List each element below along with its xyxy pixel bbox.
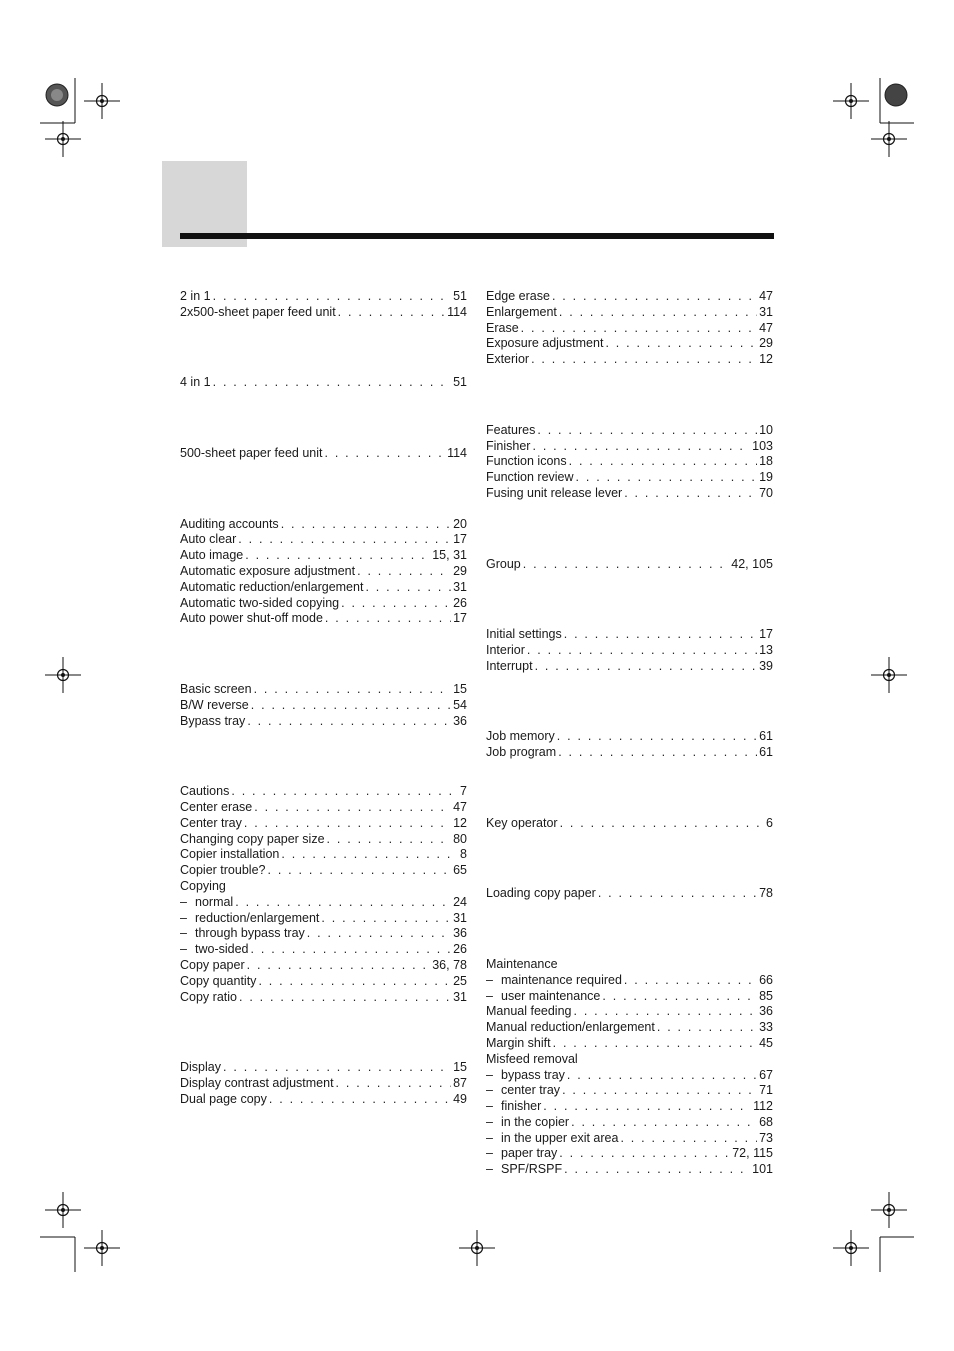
index-entry bbox=[486, 423, 773, 439]
index-entry bbox=[180, 863, 467, 879]
entry-page: 13 bbox=[759, 642, 773, 657]
entry-page: 80 bbox=[453, 831, 467, 846]
entry-term: Auditing accounts bbox=[180, 516, 279, 531]
index-entry bbox=[486, 627, 773, 643]
index-group bbox=[180, 682, 467, 729]
dot-leader bbox=[327, 832, 452, 848]
dot-leader bbox=[247, 958, 431, 974]
entry-term: Function review bbox=[486, 470, 574, 485]
entry-page: 18 bbox=[759, 454, 773, 469]
entry-term: reduction/enlargement bbox=[195, 910, 320, 925]
group-spacer bbox=[486, 572, 773, 627]
dot-leader bbox=[535, 659, 758, 675]
entry-page: 71 bbox=[759, 1083, 773, 1098]
entry-page: 15 bbox=[453, 1060, 467, 1075]
entry-term: Key operator bbox=[486, 815, 558, 830]
crop-mark-bottom-right bbox=[833, 1192, 914, 1272]
dot-leader bbox=[213, 375, 452, 391]
dot-leader bbox=[213, 289, 452, 305]
index-group bbox=[486, 289, 773, 368]
entry-term: 500-sheet paper feed unit bbox=[180, 445, 323, 460]
index-group bbox=[180, 517, 467, 628]
index-entry bbox=[180, 847, 467, 863]
index-entry bbox=[486, 352, 773, 368]
index-group bbox=[180, 289, 467, 321]
group-spacer bbox=[486, 368, 773, 423]
entry-page: 39 bbox=[759, 658, 773, 673]
entry-page: 12 bbox=[759, 352, 773, 367]
group-spacer bbox=[180, 462, 467, 517]
entry-term: Copy quantity bbox=[180, 973, 257, 988]
dot-leader bbox=[281, 847, 458, 863]
subentry-dash: – bbox=[180, 910, 187, 925]
index-subentry bbox=[180, 895, 467, 911]
index-entry bbox=[180, 564, 467, 580]
entry-term: Auto power shut-off mode bbox=[180, 611, 323, 626]
entry-term: Exposure adjustment bbox=[486, 336, 604, 351]
index-entry bbox=[180, 611, 467, 627]
index-entry bbox=[180, 532, 467, 548]
entry-page: 47 bbox=[453, 799, 467, 814]
entry-term: Initial settings bbox=[486, 627, 562, 642]
dot-leader bbox=[576, 470, 758, 486]
dot-leader bbox=[567, 1068, 757, 1084]
dot-leader bbox=[251, 698, 451, 714]
dot-leader bbox=[569, 454, 757, 470]
entry-term: bypass tray bbox=[501, 1067, 565, 1082]
group-spacer bbox=[486, 502, 773, 557]
dot-leader bbox=[267, 863, 451, 879]
entry-term: in the copier bbox=[501, 1114, 570, 1129]
entry-page: 36 bbox=[453, 713, 467, 728]
subentry-dash: – bbox=[486, 972, 493, 987]
dot-leader bbox=[624, 486, 757, 502]
group-spacer bbox=[180, 1005, 467, 1060]
subentry-dash: – bbox=[486, 1162, 493, 1177]
index-entry bbox=[180, 682, 467, 698]
index-group bbox=[486, 886, 773, 902]
entry-term: B/W reverse bbox=[180, 697, 249, 712]
entry-page: 51 bbox=[453, 375, 467, 390]
index-entry bbox=[180, 548, 467, 564]
index-entry bbox=[180, 289, 467, 305]
group-spacer bbox=[486, 675, 773, 730]
entry-term: Features bbox=[486, 422, 536, 437]
index-entry bbox=[180, 714, 467, 730]
entry-term: Job memory bbox=[486, 729, 555, 744]
index-entry bbox=[180, 446, 467, 462]
dot-leader bbox=[321, 911, 451, 927]
entry-page: 61 bbox=[759, 729, 773, 744]
index-subentry bbox=[486, 1083, 773, 1099]
entry-page: 15 bbox=[453, 681, 467, 696]
group-spacer bbox=[180, 627, 467, 682]
entry-term: Interior bbox=[486, 642, 525, 657]
index-subentry bbox=[486, 989, 773, 1005]
entry-page: 54 bbox=[453, 697, 467, 712]
subentry-dash: – bbox=[180, 942, 187, 957]
crop-mark-top-left bbox=[40, 78, 120, 157]
dot-leader bbox=[523, 557, 730, 573]
subentry-dash: – bbox=[486, 988, 493, 1003]
entry-page: 8 bbox=[460, 847, 467, 862]
entry-page: 24 bbox=[453, 894, 467, 909]
dot-leader bbox=[620, 1131, 757, 1147]
registration-mark-right bbox=[871, 657, 907, 693]
subentry-dash: – bbox=[486, 1114, 493, 1129]
index-entry bbox=[486, 1020, 773, 1036]
index-entry bbox=[180, 698, 467, 714]
index-group bbox=[486, 627, 773, 674]
entry-term: Job program bbox=[486, 745, 557, 760]
entry-page: 29 bbox=[453, 563, 467, 578]
entry-term: Dual page copy bbox=[180, 1091, 267, 1106]
index-entry bbox=[486, 336, 773, 352]
entry-term: Basic screen bbox=[180, 681, 252, 696]
dot-leader bbox=[244, 816, 451, 832]
subentry-dash: – bbox=[180, 926, 187, 941]
dot-leader bbox=[325, 611, 451, 627]
index-subentry bbox=[486, 1146, 773, 1162]
index-group bbox=[180, 446, 467, 462]
index-entry bbox=[180, 1060, 467, 1076]
index-entry bbox=[486, 305, 773, 321]
entry-page: 25 bbox=[453, 973, 467, 988]
crop-mark-bottom-left bbox=[40, 1192, 120, 1272]
entry-page: 26 bbox=[453, 942, 467, 957]
entry-page: 6 bbox=[766, 815, 773, 830]
dot-leader bbox=[254, 682, 452, 698]
entry-page: 49 bbox=[453, 1091, 467, 1106]
index-entry bbox=[486, 816, 773, 832]
entry-term: maintenance required bbox=[501, 972, 622, 987]
entry-term: Erase bbox=[486, 320, 519, 335]
entry-page: 29 bbox=[759, 336, 773, 351]
entry-page: 47 bbox=[759, 320, 773, 335]
index-group bbox=[180, 1060, 467, 1107]
index-entry bbox=[180, 816, 467, 832]
index-group bbox=[180, 784, 467, 1005]
index-group bbox=[180, 375, 467, 391]
entry-page: 45 bbox=[759, 1035, 773, 1050]
index-heading: Misfeed removal bbox=[486, 1051, 578, 1066]
entry-page: 101 bbox=[752, 1162, 773, 1177]
dot-leader bbox=[341, 596, 451, 612]
dot-leader bbox=[564, 1162, 750, 1178]
subentry-dash: – bbox=[180, 894, 187, 909]
entry-term: Display bbox=[180, 1060, 221, 1075]
index-column-right bbox=[486, 289, 773, 1178]
dot-leader bbox=[531, 352, 757, 368]
dot-leader bbox=[537, 423, 757, 439]
index-entry bbox=[486, 454, 773, 470]
entry-page: 33 bbox=[759, 1020, 773, 1035]
entry-page: 42, 105 bbox=[731, 556, 773, 571]
index-heading: Copying bbox=[180, 878, 226, 893]
entry-term: center tray bbox=[501, 1083, 561, 1098]
entry-term: Margin shift bbox=[486, 1035, 551, 1050]
subentry-dash: – bbox=[486, 1146, 493, 1161]
index-entry bbox=[486, 659, 773, 675]
index-entry bbox=[180, 1076, 467, 1092]
dot-leader bbox=[231, 784, 458, 800]
subentry-dash: – bbox=[486, 1083, 493, 1098]
index-column-left bbox=[180, 289, 467, 1107]
entry-term: Center erase bbox=[180, 799, 253, 814]
dot-leader bbox=[245, 548, 430, 564]
entry-page: 20 bbox=[453, 516, 467, 531]
entry-term: Fusing unit release lever bbox=[486, 485, 623, 500]
index-group bbox=[486, 423, 773, 502]
entry-page: 114 bbox=[447, 304, 467, 319]
crop-mark-top-right bbox=[833, 78, 914, 157]
entry-page: 17 bbox=[759, 627, 773, 642]
subentry-dash: – bbox=[486, 1130, 493, 1145]
registration-mark-bottom-center bbox=[459, 1230, 495, 1266]
entry-term: two-sided bbox=[195, 942, 249, 957]
entry-term: Interrupt bbox=[486, 658, 533, 673]
dot-leader bbox=[238, 532, 451, 548]
dot-leader bbox=[560, 816, 764, 832]
dot-leader bbox=[571, 1115, 757, 1131]
dot-leader bbox=[657, 1020, 757, 1036]
dot-leader bbox=[223, 1060, 451, 1076]
entry-term: Center tray bbox=[180, 815, 242, 830]
entry-page: 72, 115 bbox=[732, 1146, 773, 1161]
entry-page: 36 bbox=[759, 1004, 773, 1019]
entry-term: Copier trouble? bbox=[180, 863, 266, 878]
entry-page: 31 bbox=[453, 579, 467, 594]
entry-page: 31 bbox=[453, 910, 467, 925]
dot-leader bbox=[281, 517, 451, 533]
entry-term: Bypass tray bbox=[180, 713, 246, 728]
index-entry bbox=[486, 1004, 773, 1020]
entry-term: Auto image bbox=[180, 548, 244, 563]
entry-term: Cautions bbox=[180, 784, 230, 799]
dot-leader bbox=[269, 1092, 451, 1108]
entry-term: through bypass tray bbox=[195, 926, 305, 941]
entry-page: 17 bbox=[453, 532, 467, 547]
index-subentry bbox=[486, 1131, 773, 1147]
index-entry bbox=[486, 470, 773, 486]
entry-page: 66 bbox=[759, 972, 773, 987]
index-entry bbox=[180, 800, 467, 816]
dot-leader bbox=[239, 990, 451, 1006]
index-entry bbox=[180, 517, 467, 533]
entry-page: 73 bbox=[759, 1130, 773, 1145]
dot-leader bbox=[357, 564, 451, 580]
dot-leader bbox=[527, 643, 757, 659]
entry-term: Display contrast adjustment bbox=[180, 1075, 334, 1090]
entry-term: normal bbox=[195, 894, 234, 909]
index-entry bbox=[180, 375, 467, 391]
entry-page: 103 bbox=[752, 438, 773, 453]
entry-term: paper tray bbox=[501, 1146, 558, 1161]
index-entry bbox=[486, 643, 773, 659]
dot-leader bbox=[543, 1099, 751, 1115]
entry-page: 87 bbox=[453, 1075, 467, 1090]
entry-term: Copy ratio bbox=[180, 989, 237, 1004]
entry-term: user maintenance bbox=[501, 988, 601, 1003]
group-spacer bbox=[486, 902, 773, 957]
entry-term: Exterior bbox=[486, 352, 530, 367]
dot-leader bbox=[552, 289, 757, 305]
index-entry bbox=[180, 305, 467, 321]
index-entry bbox=[486, 1036, 773, 1052]
index-entry bbox=[180, 832, 467, 848]
entry-term: Automatic exposure adjustment bbox=[180, 563, 356, 578]
dot-leader bbox=[553, 1036, 757, 1052]
dot-leader bbox=[338, 305, 445, 321]
entry-term: Loading copy paper bbox=[486, 886, 596, 901]
index-entry bbox=[486, 439, 773, 455]
dot-leader bbox=[602, 989, 757, 1005]
index-entry bbox=[180, 596, 467, 612]
dot-leader bbox=[247, 714, 451, 730]
index-entry bbox=[486, 557, 773, 573]
entry-page: 10 bbox=[759, 422, 773, 437]
index-subentry bbox=[486, 1068, 773, 1084]
dot-leader bbox=[307, 926, 451, 942]
entry-page: 85 bbox=[759, 988, 773, 1003]
index-group bbox=[486, 957, 773, 1178]
entry-term: Group bbox=[486, 556, 521, 571]
dot-leader bbox=[532, 439, 750, 455]
entry-term: Edge erase bbox=[486, 289, 550, 303]
index-subentry bbox=[486, 1099, 773, 1115]
index-subentry bbox=[180, 911, 467, 927]
dot-leader bbox=[557, 729, 757, 745]
index-entry bbox=[180, 580, 467, 596]
dot-leader bbox=[624, 973, 757, 989]
entry-page: 15, 31 bbox=[432, 548, 467, 563]
entry-term: 2x500-sheet paper feed unit bbox=[180, 304, 336, 319]
dot-leader bbox=[254, 800, 451, 816]
entry-page: 31 bbox=[453, 989, 467, 1004]
index-entry bbox=[486, 886, 773, 902]
dot-leader bbox=[324, 446, 445, 462]
entry-page: 67 bbox=[759, 1067, 773, 1082]
group-spacer bbox=[180, 391, 467, 446]
index-entry bbox=[486, 321, 773, 337]
index-entry bbox=[486, 289, 773, 305]
dot-leader bbox=[258, 974, 451, 990]
index-entry bbox=[180, 958, 467, 974]
dot-leader bbox=[562, 1083, 757, 1099]
entry-page: 26 bbox=[453, 595, 467, 610]
subentry-dash: – bbox=[486, 1099, 493, 1114]
group-spacer bbox=[180, 729, 467, 784]
entry-page: 65 bbox=[453, 863, 467, 878]
index-entry bbox=[180, 990, 467, 1006]
registration-mark-left bbox=[45, 657, 81, 693]
entry-term: Manual feeding bbox=[486, 1004, 572, 1019]
entry-page: 47 bbox=[759, 289, 773, 303]
entry-page: 70 bbox=[759, 485, 773, 500]
index-group bbox=[486, 816, 773, 832]
entry-page: 19 bbox=[759, 470, 773, 485]
index-group bbox=[486, 729, 773, 761]
entry-page: 112 bbox=[753, 1099, 773, 1114]
entry-page: 61 bbox=[759, 745, 773, 760]
entry-term: Manual reduction/enlargement bbox=[486, 1020, 655, 1035]
entry-term: in the upper exit area bbox=[501, 1130, 619, 1145]
dot-leader bbox=[235, 895, 451, 911]
dot-leader bbox=[559, 305, 757, 321]
entry-term: Auto clear bbox=[180, 532, 237, 547]
entry-page: 36, 78 bbox=[432, 957, 467, 972]
dot-leader bbox=[559, 1146, 730, 1162]
dot-leader bbox=[251, 942, 452, 958]
entry-term: Automatic reduction/enlargement bbox=[180, 579, 364, 594]
dot-leader bbox=[558, 745, 757, 761]
entry-term: Copy paper bbox=[180, 957, 245, 972]
index-subentry bbox=[486, 1162, 773, 1178]
subentry-dash: – bbox=[486, 1067, 493, 1082]
index-entry bbox=[180, 784, 467, 800]
dot-leader bbox=[336, 1076, 452, 1092]
entry-term: Changing copy paper size bbox=[180, 831, 325, 846]
group-spacer bbox=[486, 832, 773, 887]
entry-term: Function icons bbox=[486, 454, 567, 469]
entry-term: Copier installation bbox=[180, 847, 280, 862]
entry-page: 12 bbox=[453, 815, 467, 830]
entry-page: 78 bbox=[759, 886, 773, 901]
entry-page: 68 bbox=[759, 1114, 773, 1129]
entry-term: Finisher bbox=[486, 438, 531, 453]
dot-leader bbox=[605, 336, 757, 352]
index-entry bbox=[486, 745, 773, 761]
dot-leader bbox=[521, 321, 757, 337]
entry-term: 2 in 1 bbox=[180, 289, 211, 303]
entry-page: 7 bbox=[460, 784, 467, 799]
dot-leader bbox=[564, 627, 757, 643]
entry-page: 17 bbox=[453, 611, 467, 626]
dot-leader bbox=[365, 580, 451, 596]
index-subentry bbox=[486, 973, 773, 989]
entry-page: 36 bbox=[453, 926, 467, 941]
entry-term: Enlargement bbox=[486, 304, 557, 319]
header-rule bbox=[180, 233, 774, 239]
group-spacer bbox=[180, 321, 467, 376]
entry-term: 4 in 1 bbox=[180, 375, 211, 390]
index-group bbox=[486, 557, 773, 573]
entry-page: 51 bbox=[453, 289, 467, 303]
dot-leader bbox=[598, 886, 757, 902]
entry-term: SPF/RSPF bbox=[501, 1162, 563, 1177]
index-subentry bbox=[486, 1115, 773, 1131]
index-heading: Maintenance bbox=[486, 956, 558, 971]
index-entry bbox=[180, 1092, 467, 1108]
entry-term: finisher bbox=[501, 1099, 542, 1114]
entry-page: 114 bbox=[447, 445, 467, 460]
entry-term: Automatic two-sided copying bbox=[180, 595, 340, 610]
index-entry bbox=[180, 974, 467, 990]
index-entry bbox=[486, 486, 773, 502]
index-entry bbox=[486, 729, 773, 745]
index-subentry bbox=[180, 926, 467, 942]
group-spacer bbox=[486, 761, 773, 816]
entry-page: 31 bbox=[759, 304, 773, 319]
index-subentry bbox=[180, 942, 467, 958]
dot-leader bbox=[573, 1004, 757, 1020]
